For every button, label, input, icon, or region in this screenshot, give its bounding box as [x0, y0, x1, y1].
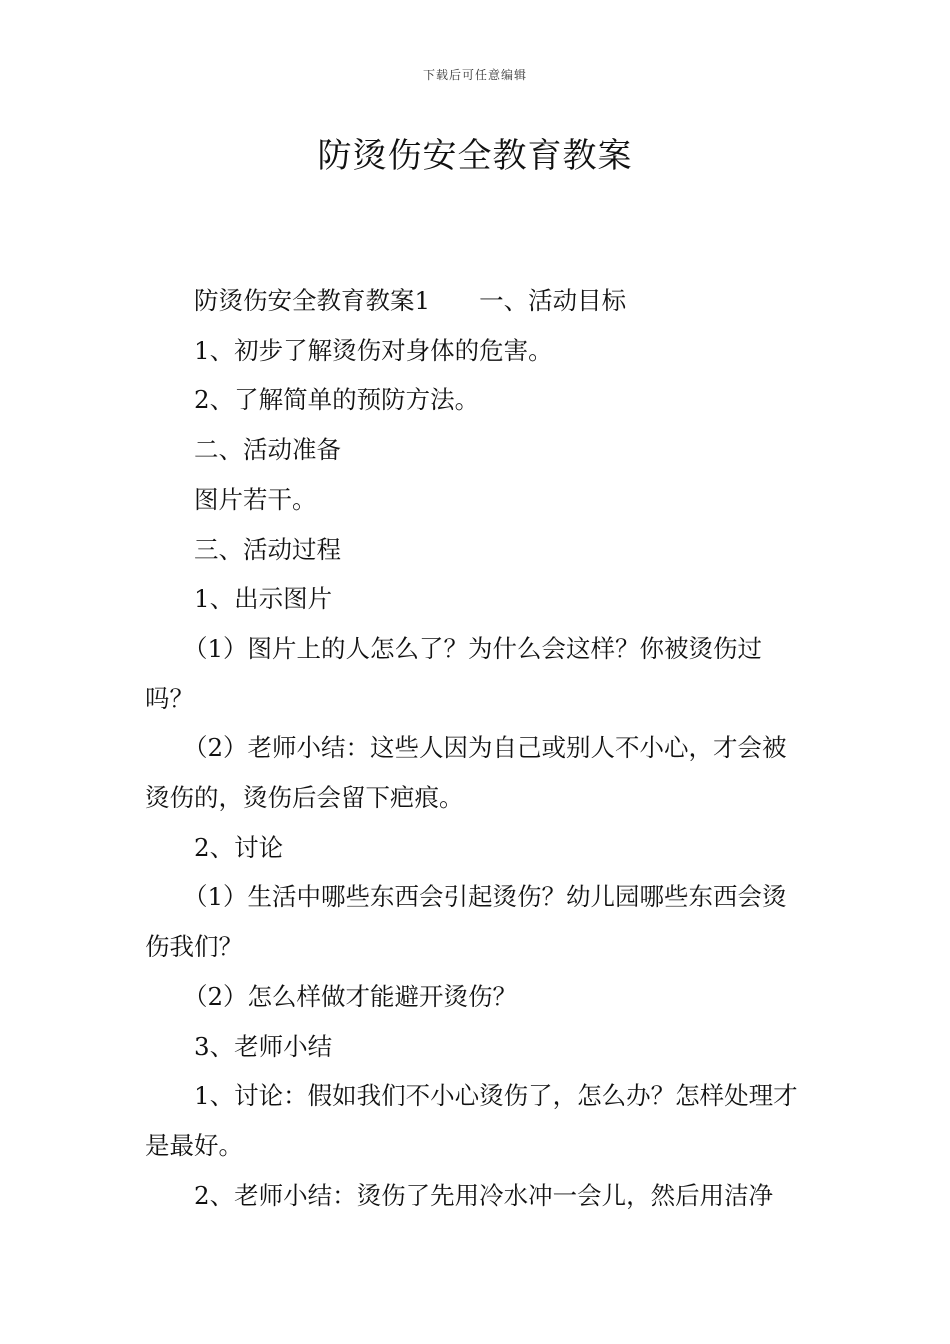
- section-heading: 三、活动过程: [194, 534, 341, 564]
- paragraph: （2）老师小结：这些人因为自己或别人不小心，才会被烫伤的，烫伤后会留下疤痕。: [145, 733, 787, 813]
- paragraph: （1）图片上的人怎么了？为什么会这样？你被烫伤过吗？: [145, 633, 763, 713]
- paragraph: 1、出示图片: [194, 584, 333, 614]
- header-note: 下载后可任意编辑: [422, 68, 527, 82]
- paragraph: 2、了解简单的预防方法。: [194, 385, 480, 415]
- paragraph: 3、老师小结: [194, 1031, 333, 1061]
- paragraph: 1、初步了解烫伤对身体的危害。: [194, 335, 553, 365]
- paragraph: 图片若干。: [194, 484, 317, 514]
- paragraph: （1）生活中哪些东西会引起烫伤？幼儿园哪些东西会烫伤我们？: [145, 882, 787, 962]
- paragraph: （2）怎么样做才能避开烫伤？: [182, 981, 518, 1011]
- paragraph: 1、讨论：假如我们不小心烫伤了，怎么办？怎样处理才是最好。: [145, 1081, 798, 1160]
- document-body: [145, 276, 807, 1220]
- paragraph: 2、老师小结：烫伤了先用冷水冲一会儿，然后用洁净: [194, 1180, 774, 1210]
- section-heading: 二、活动准备: [194, 435, 341, 465]
- paragraph: 防烫伤安全教育教案1 一、活动目标: [194, 286, 627, 315]
- paragraph: 2、讨论: [194, 832, 284, 862]
- document-title: 防烫伤安全教育教案: [317, 136, 633, 176]
